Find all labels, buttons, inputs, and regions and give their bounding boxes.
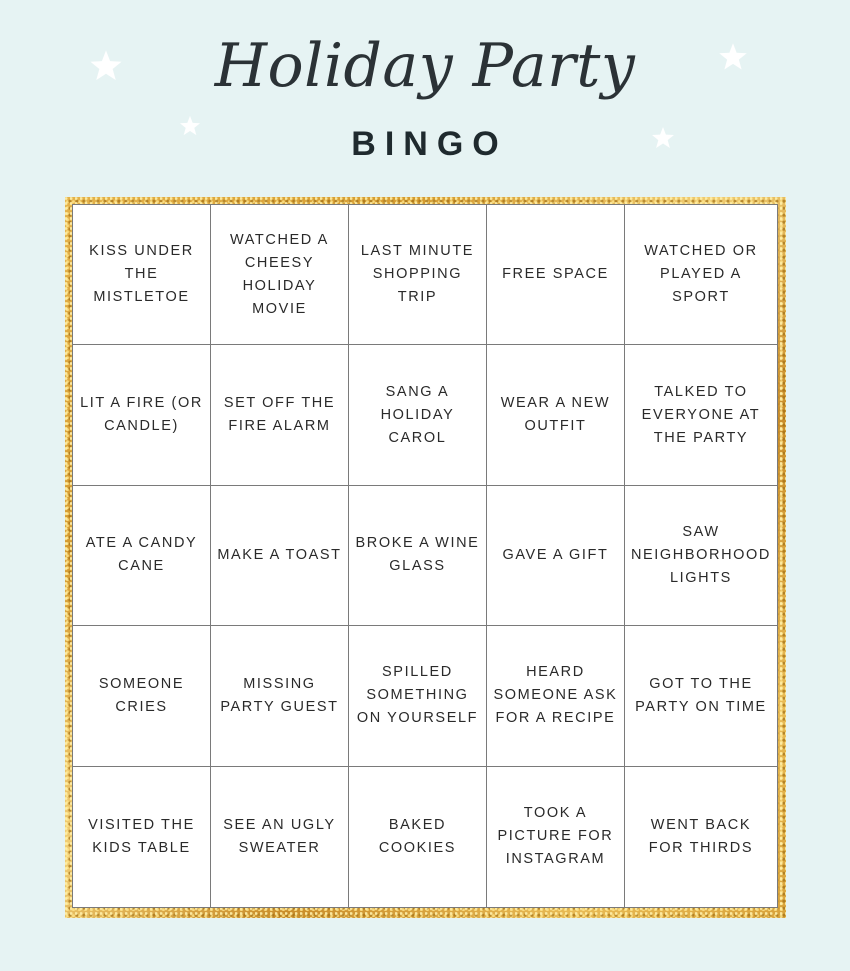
bingo-cell[interactable] [487, 205, 625, 345]
bingo-cell-text: SET OFF THE FIRE ALARM [223, 395, 336, 435]
bingo-cell[interactable] [73, 626, 211, 766]
bingo-cell[interactable] [487, 486, 625, 626]
bingo-cell-text: VISITED THE KIDS TABLE [88, 816, 195, 856]
bingo-cell-text: WATCHED A CHEESY HOLIDAY MOVIE [229, 231, 329, 317]
bingo-cell-text: SAW NEIGHBORHOOD LIGHTS [630, 523, 771, 586]
bingo-cell[interactable] [211, 486, 349, 626]
bingo-cell[interactable] [625, 345, 777, 485]
bingo-cell[interactable] [349, 626, 487, 766]
bingo-cell-text: MISSING PARTY GUEST [220, 675, 339, 715]
bingo-cell[interactable] [211, 767, 349, 907]
bingo-grid [72, 204, 778, 908]
title-bingo: BINGO [351, 125, 508, 163]
bingo-cell-text: WENT BACK FOR THIRDS [648, 816, 754, 856]
bingo-cell[interactable] [211, 345, 349, 485]
bingo-cell[interactable] [211, 205, 349, 345]
bingo-cell[interactable] [625, 205, 777, 345]
title-script: Holiday Party [214, 31, 636, 101]
bingo-cell[interactable] [625, 626, 777, 766]
bingo-cell-text: SEE AN UGLY SWEATER [223, 816, 336, 856]
bingo-cell[interactable] [211, 626, 349, 766]
bingo-cell[interactable] [73, 486, 211, 626]
bingo-cell-text: ATE A CANDY CANE [85, 535, 198, 575]
bingo-cell[interactable] [625, 486, 777, 626]
bingo-cell[interactable] [73, 767, 211, 907]
bingo-cell-text: LAST MINUTE SHOPPING TRIP [360, 243, 475, 306]
bingo-cell-text: WATCHED OR PLAYED A SPORT [644, 243, 758, 306]
bingo-cell-text: SPILLED SOMETHING ON YOURSELF [356, 664, 479, 727]
bingo-cell[interactable] [349, 486, 487, 626]
bingo-cell-text: KISS UNDER THE MISTLETOE [89, 243, 194, 306]
bingo-cell[interactable] [625, 767, 777, 907]
bingo-cell[interactable] [349, 205, 487, 345]
bingo-cell-text: SANG A HOLIDAY CAROL [380, 383, 455, 446]
bingo-cell-text: HEARD SOMEONE ASK FOR A RECIPE [493, 664, 618, 727]
bingo-cell-text: MAKE A TOAST [217, 546, 342, 563]
bingo-cell[interactable] [349, 767, 487, 907]
bingo-cell-text: GAVE A GIFT [502, 546, 609, 563]
bingo-cell-text: BROKE A WINE GLASS [355, 535, 480, 575]
bingo-cell[interactable] [73, 345, 211, 485]
bingo-cell[interactable] [487, 767, 625, 907]
gold-frame [65, 197, 786, 918]
bingo-cell-text: GOT TO THE PARTY ON TIME [635, 675, 767, 715]
bingo-cell-text: SOMEONE CRIES [98, 675, 185, 715]
bingo-cell[interactable] [349, 345, 487, 485]
bingo-cell-text: TOOK A PICTURE FOR INSTAGRAM [497, 805, 614, 868]
bingo-cell-text: WEAR A NEW OUTFIT [500, 395, 611, 435]
bingo-cell-text: BAKED COOKIES [378, 816, 457, 856]
bingo-cell-text: FREE SPACE [502, 266, 609, 283]
bingo-cell-text: TALKED TO EVERYONE AT THE PARTY [641, 383, 761, 446]
bingo-cell[interactable] [487, 345, 625, 485]
bingo-cell-text: LIT A FIRE (OR CANDLE) [80, 395, 203, 435]
bingo-cell[interactable] [73, 205, 211, 345]
bingo-cell[interactable] [487, 626, 625, 766]
